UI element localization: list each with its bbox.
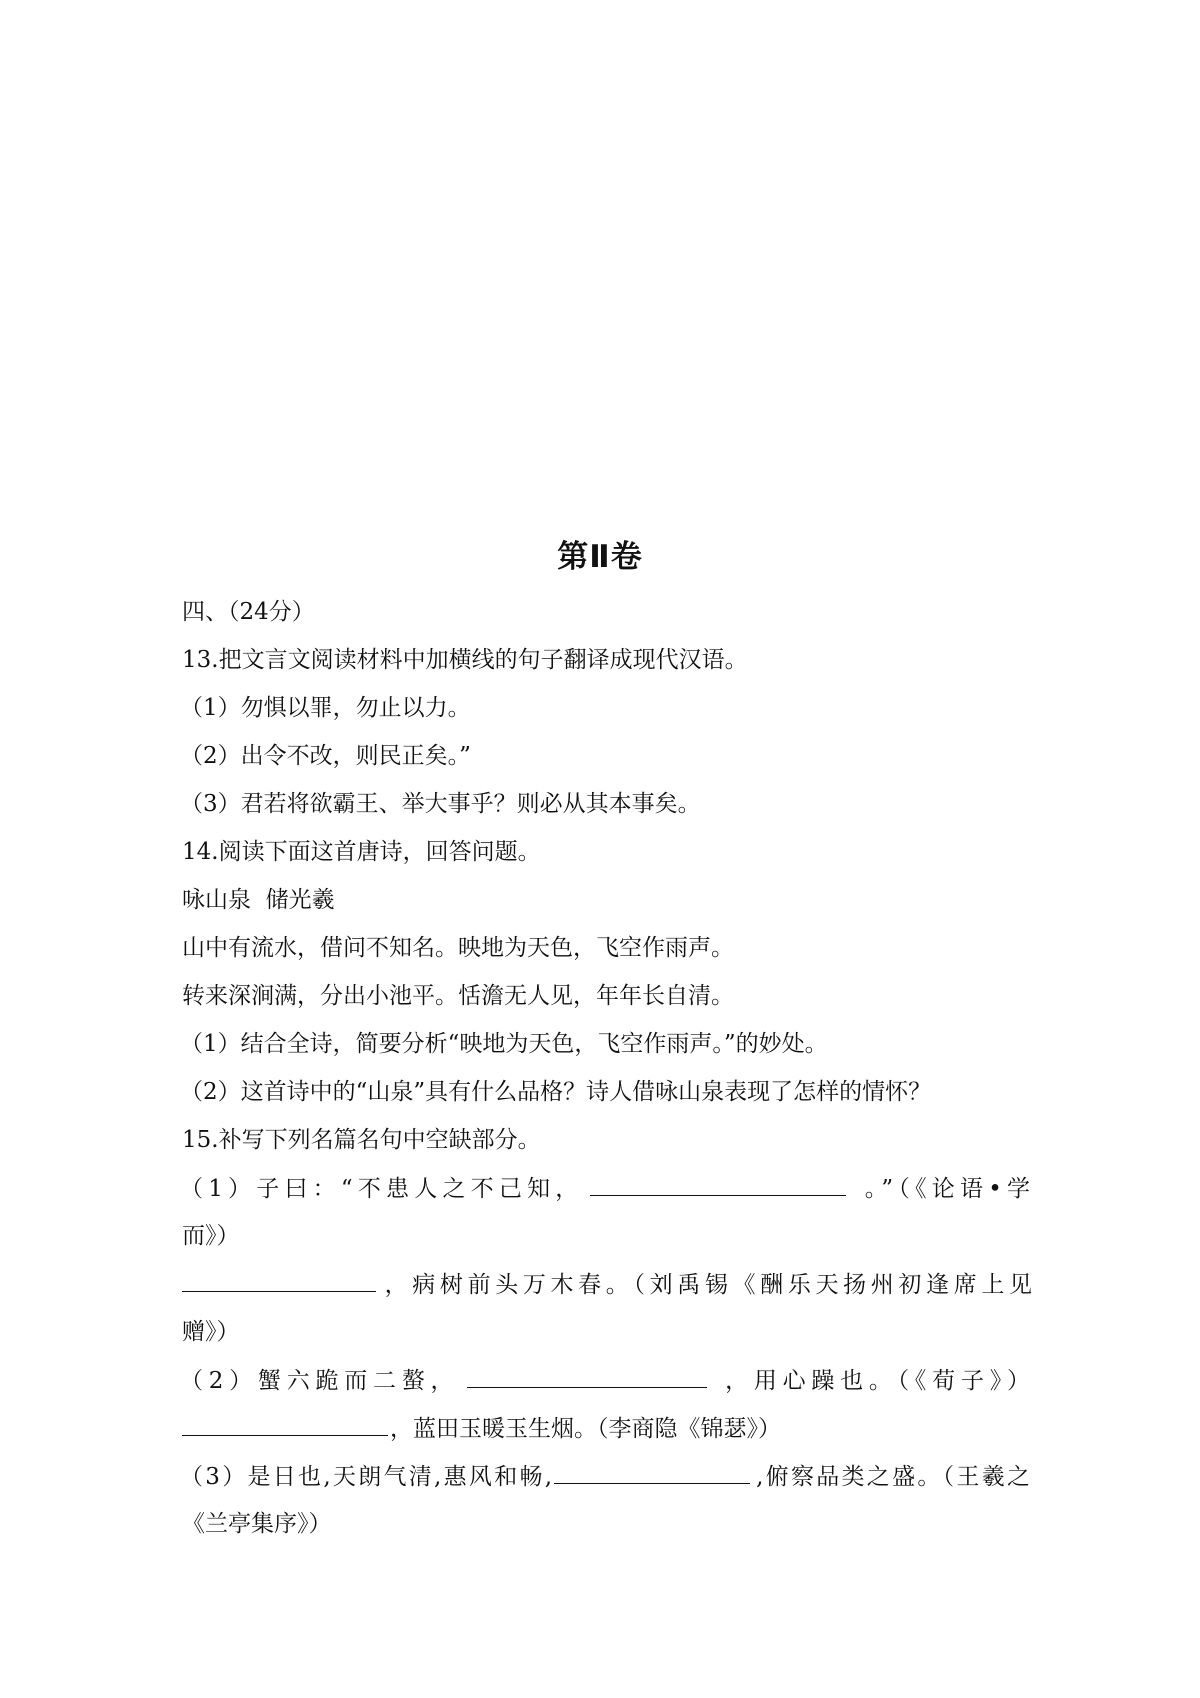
volume-title: 第Ⅱ卷 — [557, 539, 643, 575]
q15-item-1-text-before: （1）子曰：“不患人之不己知， — [180, 1176, 584, 1202]
answer-blank[interactable] — [554, 1461, 750, 1484]
q15-item-2 — [180, 1365, 1030, 1396]
q13-item-2: （2）出令不改，则民正矣。” — [180, 743, 471, 769]
q15-item-3-text-before: （3）是日也,天朗气清,惠风和畅, — [180, 1464, 553, 1490]
q14-item-1: （1）结合全诗，简要分析“映地为天色，飞空作雨声。”的妙处。 — [180, 1031, 828, 1057]
poem-title: 咏山泉 储光羲 — [182, 887, 335, 913]
q15-item-1b-text-after: ，病树前头万木春。（刘禹锡《酬乐天扬州初逢席上见 — [380, 1272, 1032, 1298]
poem-line-2: 转来深涧满，分出小池平。恬澹无人见，年年长自清。 — [182, 983, 734, 1009]
q15-item-2b — [182, 1413, 1032, 1444]
q15-item-2-text-before: （2）蟹六跪而二螯， — [180, 1368, 460, 1394]
q15-item-2b-text-after: ，蓝田玉暖玉生烟。（李商隐《锦瑟》） — [390, 1416, 781, 1442]
q15-item-2-text-after: ，用心躁也。（《荀子》） — [719, 1368, 1030, 1394]
poem-line-1: 山中有流水，借问不知名。映地为天色，飞空作雨声。 — [182, 935, 734, 961]
section-header: 四、（24分） — [182, 599, 315, 625]
q13-item-1: （1）勿惧以罪，勿止以力。 — [180, 695, 471, 721]
q15-item-1b — [182, 1269, 1032, 1300]
q15-stem: 15.补写下列名篇名句中空缺部分。 — [182, 1127, 541, 1153]
q15-item-3 — [180, 1461, 1030, 1492]
answer-blank[interactable] — [590, 1173, 846, 1196]
q15-item-1-wrap: 而》） — [182, 1223, 240, 1249]
q15-item-1-text-after: 。”（《论语•学 — [859, 1176, 1030, 1202]
answer-blank[interactable] — [467, 1365, 707, 1388]
q13-stem: 13.把文言文阅读材料中加横线的句子翻译成现代汉语。 — [182, 647, 748, 673]
answer-blank[interactable] — [182, 1413, 388, 1436]
q13-item-3: （3）君若将欲霸王、举大事乎？则必从其本事矣。 — [180, 791, 701, 817]
q14-stem: 14.阅读下面这首唐诗，回答问题。 — [182, 839, 541, 865]
answer-blank[interactable] — [182, 1269, 376, 1292]
q14-item-2: （2）这首诗中的“山泉”具有什么品格？诗人借咏山泉表现了怎样的情怀？ — [180, 1079, 932, 1105]
q15-item-1b-wrap: 赠》） — [182, 1319, 240, 1345]
q15-item-1 — [180, 1173, 1030, 1204]
q15-item-3-wrap: 《兰亭集序》） — [182, 1511, 332, 1537]
q15-item-3-text-after: ,俯察品类之盛。（王羲之 — [756, 1464, 1030, 1490]
